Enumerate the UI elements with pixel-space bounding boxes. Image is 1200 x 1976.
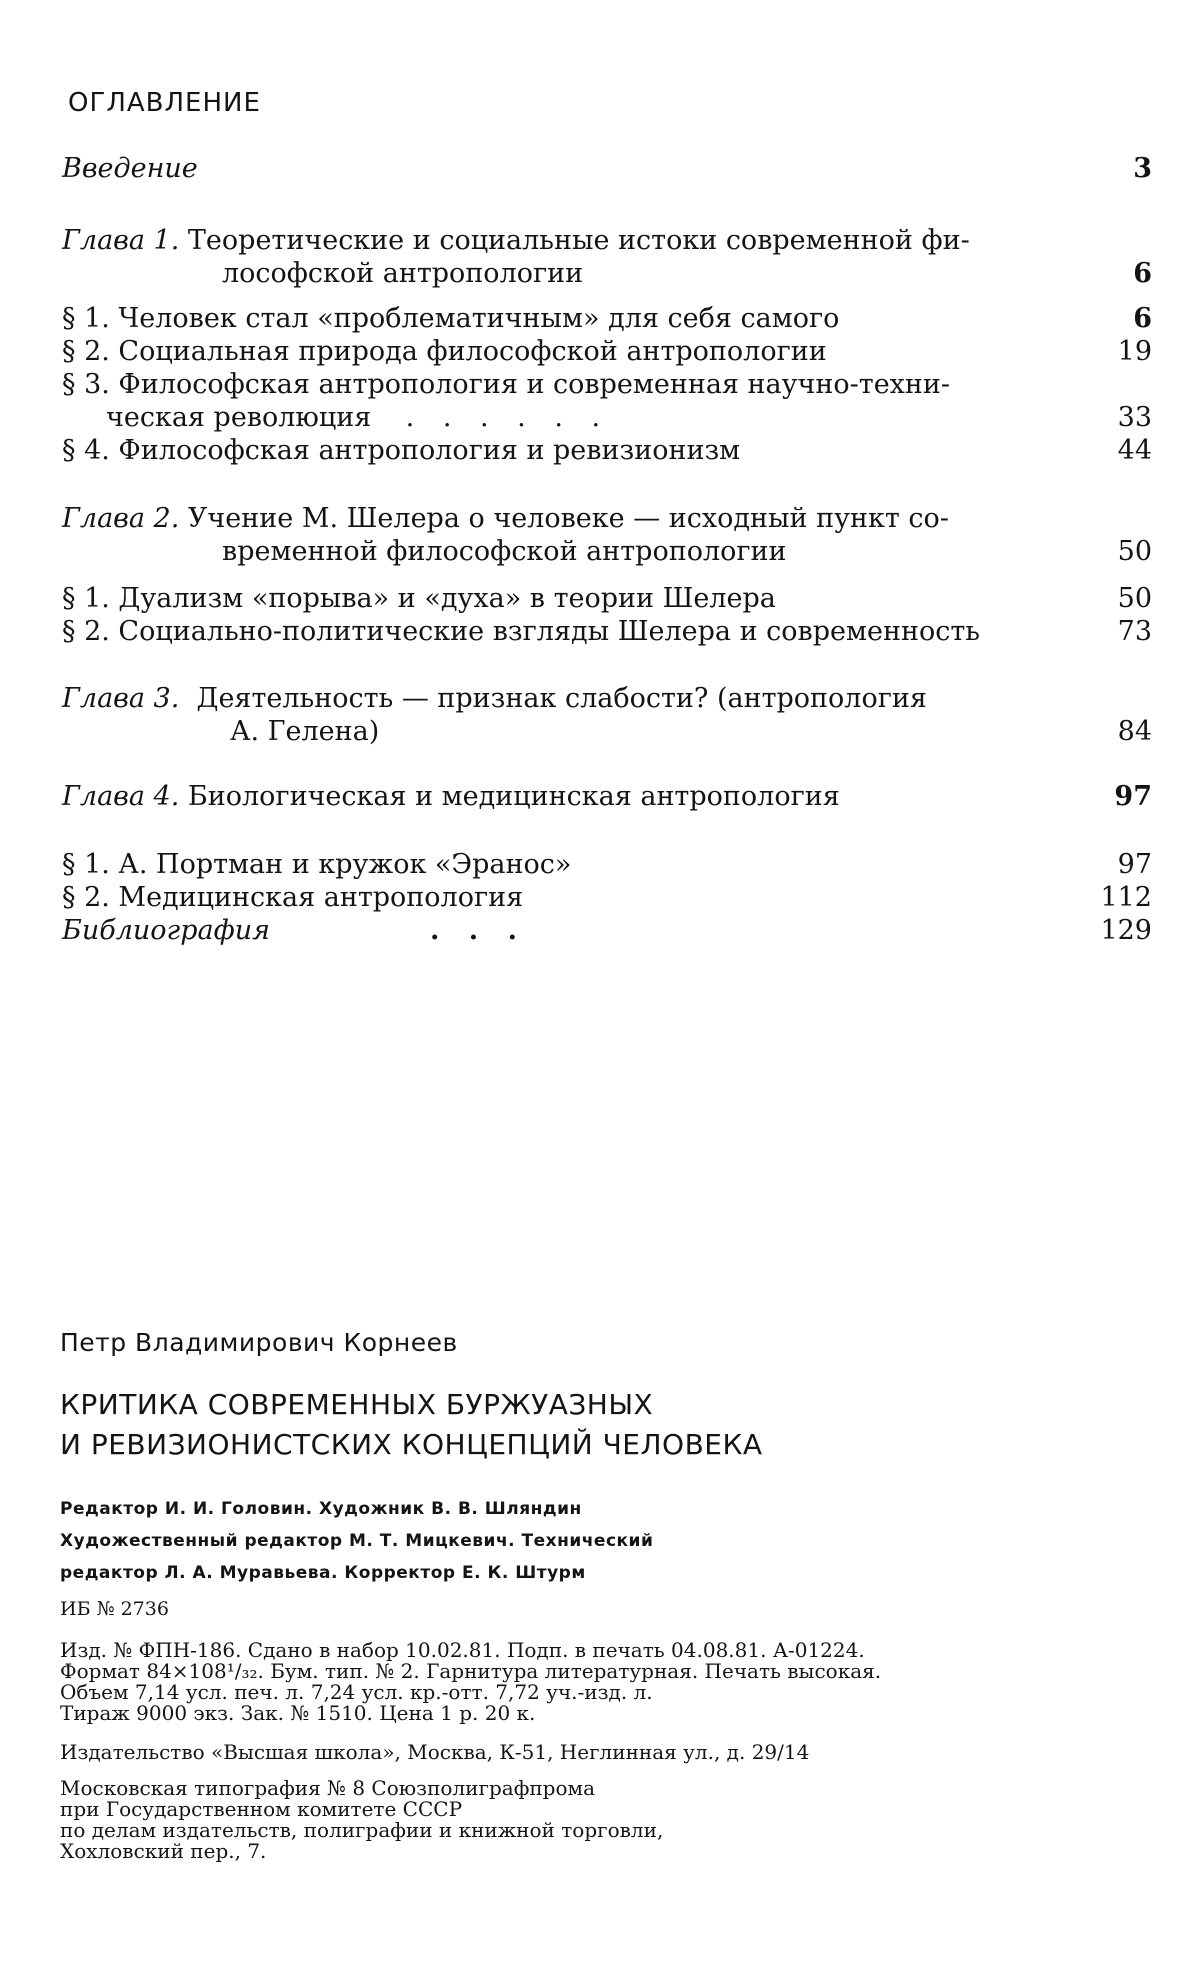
credits-line: Редактор И. И. Головин. Художник В. В. Шляндин: [60, 1499, 582, 1519]
toc-intro-page: 3: [1133, 153, 1152, 184]
section-title: § 2. Медицинская антропология: [62, 882, 524, 913]
printer-line: Хохловский пер., 7.: [60, 1839, 267, 1863]
ib-number: ИБ № 2736: [60, 1598, 169, 1620]
toc-bibliography: [62, 914, 1152, 947]
section-page: 73: [1117, 616, 1152, 647]
chapter-title: Биологическая и медицинская антропология: [187, 781, 840, 812]
toc-section: [62, 302, 1152, 335]
publisher-line: Издательство «Высшая школа», Москва, К-51, Неглинная ул., д. 29/14: [60, 1740, 810, 1764]
chapter-title: Деятельность — признак слабости? (антропология: [196, 683, 927, 714]
toc-intro: [62, 152, 1152, 185]
chapter-title-cont: лософской антропологии: [222, 258, 584, 289]
publisher: [60, 1742, 1150, 1763]
chapter-title-cont: временной философской антропологии: [222, 536, 787, 567]
book-title-line: И РЕВИЗИОНИСТСКИХ КОНЦЕПЦИЙ ЧЕЛОВЕКА: [60, 1428, 763, 1461]
book-title-line: КРИТИКА СОВРЕМЕННЫХ БУРЖУАЗНЫХ: [60, 1388, 654, 1421]
chapter-label: Глава 1.: [62, 225, 180, 256]
section-title: § 1. Дуализм «порыва» и «духа» в теории Шелера: [62, 583, 776, 614]
publishing-line: Изд. № ФПН-186. Сдано в набор 10.02.81. Подп. в печать 04.08.81. А-01224.: [60, 1638, 865, 1662]
chapter-label: Глава 2.: [62, 503, 180, 534]
printer-line: Московская типография № 8 Союзполиграфпрома: [60, 1776, 595, 1800]
toc-section: [62, 582, 1152, 615]
toc-section: [62, 848, 1152, 881]
toc-chapter-4: [62, 780, 1152, 813]
toc-section: [62, 881, 1152, 914]
author-name: Петр Владимирович Корнеев: [60, 1328, 458, 1357]
leader-dots: . . .: [429, 915, 527, 946]
section-page: 97: [1117, 849, 1152, 880]
chapter-page: 50: [1117, 536, 1152, 567]
toc-heading: ОГЛАВЛЕНИЕ: [68, 88, 261, 118]
section-page: 33: [1117, 402, 1152, 433]
toc-section: [62, 368, 1152, 434]
bibliography-title: Библиография: [62, 915, 270, 946]
section-title: § 1. А. Портман и кружок «Эранос»: [62, 849, 572, 880]
book-title: [60, 1385, 763, 1465]
section-page: 50: [1117, 583, 1152, 614]
publishing-line: Тираж 9000 экз. Зак. № 1510. Цена 1 р. 20 к.: [60, 1701, 536, 1725]
publishing-line: Формат 84×108¹/₃₂. Бум. тип. № 2. Гарнитура литературная. Печать высокая.: [60, 1659, 882, 1683]
toc-chapter-3: [62, 682, 1152, 748]
section-title: § 2. Социально-политические взгляды Шелера и современность: [62, 616, 980, 647]
credits-line: Художественный редактор М. Т. Мицкевич. Технический: [60, 1531, 654, 1551]
section-title: § 1. Человек стал «проблематичным» для себя самого: [62, 303, 840, 334]
printer-line: по делам издательств, полиграфии и книжной торговли,: [60, 1818, 664, 1842]
credits: [60, 1493, 653, 1589]
bibliography-page: 129: [1100, 915, 1152, 946]
section-title-cont: ческая революция: [106, 402, 372, 433]
leader-dots: . . . . . .: [405, 402, 611, 433]
section-page: 44: [1117, 435, 1152, 466]
chapter-label: Глава 4.: [62, 781, 180, 812]
section-title: § 2. Социальная природа философской антропологии: [62, 336, 827, 367]
publishing-line: Объем 7,14 усл. печ. л. 7,24 усл. кр.-отт. 7,72 уч.-изд. л.: [60, 1680, 653, 1704]
section-page: 112: [1100, 882, 1152, 913]
toc-section: [62, 615, 1152, 648]
chapter-title: Теоретические и социальные истоки современной фи-: [187, 225, 970, 256]
chapter-page: 97: [1114, 781, 1152, 812]
chapter-label: Глава 3.: [62, 683, 180, 714]
section-page: 19: [1117, 336, 1152, 367]
section-page: 6: [1133, 303, 1152, 334]
chapter-title-cont: А. Гелена): [230, 716, 380, 747]
publishing-block: [60, 1640, 1150, 1724]
toc-section: [62, 335, 1152, 368]
printer-line: при Государственном комитете СССР: [60, 1797, 463, 1821]
chapter-page: 6: [1133, 258, 1152, 289]
chapter-title: Учение М. Шелера о человеке — исходный пункт со-: [187, 503, 949, 534]
toc-chapter-2: [62, 502, 1152, 568]
chapter-page: 84: [1117, 716, 1152, 747]
printer-block: [60, 1778, 1150, 1862]
toc-section: [62, 434, 1152, 467]
section-title: § 3. Философская антропология и современная научно-техни-: [62, 369, 951, 400]
toc-chapter-1: [62, 224, 1152, 290]
toc-intro-title: Введение: [62, 153, 198, 184]
section-title: § 4. Философская антропология и ревизионизм: [62, 435, 741, 466]
credits-line: редактор Л. А. Муравьева. Корректор Е. К. Штурм: [60, 1563, 586, 1583]
